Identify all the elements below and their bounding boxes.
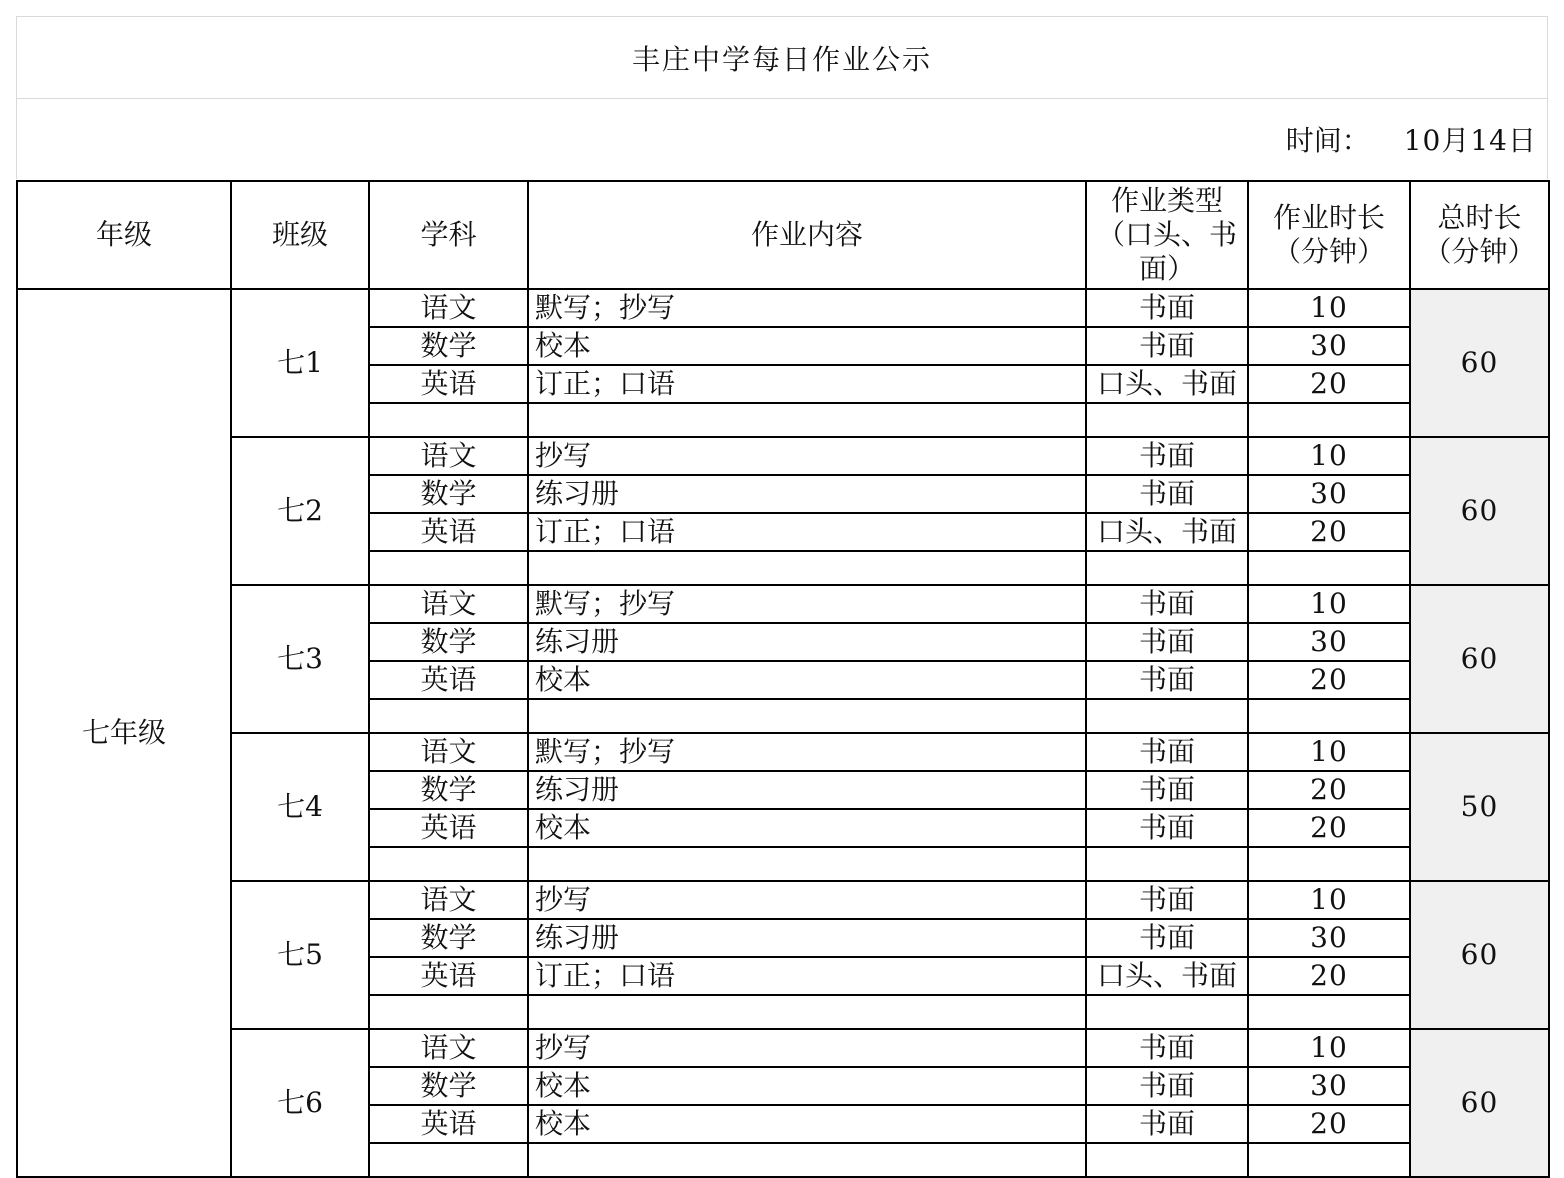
duration-cell: 10 [1248, 437, 1410, 475]
duration-cell: 10 [1248, 585, 1410, 623]
content-cell [528, 995, 1086, 1029]
type-cell: 口头、书面 [1086, 513, 1248, 551]
duration-cell [1248, 995, 1410, 1029]
date-row [16, 98, 1548, 179]
type-cell: 书面 [1086, 437, 1248, 475]
content-cell: 练习册 [528, 475, 1086, 513]
table-body [17, 289, 1549, 1177]
total-cell: 60 [1410, 289, 1549, 437]
duration-cell [1248, 551, 1410, 585]
type-cell: 书面 [1086, 1067, 1248, 1105]
duration-cell [1248, 699, 1410, 733]
subject-cell: 英语 [369, 661, 528, 699]
content-cell: 抄写 [528, 437, 1086, 475]
subject-cell: 英语 [369, 513, 528, 551]
class-cell: 七6 [231, 1029, 369, 1177]
total-cell: 50 [1410, 733, 1549, 881]
table-row [17, 733, 1549, 771]
type-cell: 书面 [1086, 475, 1248, 513]
duration-cell: 20 [1248, 1105, 1410, 1143]
duration-cell: 20 [1248, 771, 1410, 809]
duration-cell: 20 [1248, 661, 1410, 699]
duration-cell: 20 [1248, 365, 1410, 403]
sheet-title: 丰庄中学每日作业公示 [16, 16, 1548, 99]
duration-cell: 10 [1248, 289, 1410, 327]
grade-cell: 七年级 [17, 289, 231, 1177]
class-cell: 七3 [231, 585, 369, 733]
type-cell [1086, 699, 1248, 733]
type-cell [1086, 403, 1248, 437]
type-cell [1086, 1143, 1248, 1177]
header-grade: 年级 [17, 181, 231, 289]
type-cell: 书面 [1086, 733, 1248, 771]
subject-cell: 数学 [369, 327, 528, 365]
duration-cell: 20 [1248, 957, 1410, 995]
duration-cell: 30 [1248, 623, 1410, 661]
content-cell [528, 403, 1086, 437]
duration-cell [1248, 403, 1410, 437]
type-cell: 书面 [1086, 809, 1248, 847]
subject-cell: 英语 [369, 957, 528, 995]
type-cell: 书面 [1086, 327, 1248, 365]
type-cell: 书面 [1086, 1105, 1248, 1143]
total-cell: 60 [1410, 437, 1549, 585]
duration-cell: 10 [1248, 1029, 1410, 1067]
content-cell: 校本 [528, 1067, 1086, 1105]
subject-cell: 数学 [369, 475, 528, 513]
duration-cell: 30 [1248, 919, 1410, 957]
subject-cell: 语文 [369, 881, 528, 919]
subject-cell: 数学 [369, 623, 528, 661]
content-cell [528, 847, 1086, 881]
header-type: 作业类型（口头、书面） [1086, 181, 1248, 289]
type-cell: 书面 [1086, 771, 1248, 809]
content-cell [528, 1143, 1086, 1177]
subject-cell: 数学 [369, 919, 528, 957]
content-cell: 练习册 [528, 623, 1086, 661]
header-duration: 作业时长（分钟） [1248, 181, 1410, 289]
duration-cell: 10 [1248, 733, 1410, 771]
class-cell: 七1 [231, 289, 369, 437]
content-cell: 练习册 [528, 771, 1086, 809]
content-cell: 默写；抄写 [528, 733, 1086, 771]
content-cell: 默写；抄写 [528, 289, 1086, 327]
content-cell: 订正；口语 [528, 957, 1086, 995]
duration-cell [1248, 1143, 1410, 1177]
subject-cell: 英语 [369, 1105, 528, 1143]
subject-cell: 英语 [369, 365, 528, 403]
duration-cell: 20 [1248, 809, 1410, 847]
class-cell: 七2 [231, 437, 369, 585]
homework-table [16, 180, 1550, 1178]
subject-cell [369, 995, 528, 1029]
content-cell: 抄写 [528, 1029, 1086, 1067]
type-cell: 书面 [1086, 623, 1248, 661]
subject-cell: 数学 [369, 1067, 528, 1105]
content-cell: 校本 [528, 327, 1086, 365]
content-cell: 抄写 [528, 881, 1086, 919]
subject-cell: 语文 [369, 585, 528, 623]
subject-cell [369, 551, 528, 585]
total-cell: 60 [1410, 585, 1549, 733]
table-row [17, 289, 1549, 327]
type-cell [1086, 847, 1248, 881]
duration-cell: 30 [1248, 1067, 1410, 1105]
duration-cell: 30 [1248, 327, 1410, 365]
subject-cell [369, 1143, 528, 1177]
type-cell: 书面 [1086, 881, 1248, 919]
homework-sheet [16, 16, 1548, 1154]
header-class: 班级 [231, 181, 369, 289]
duration-cell: 20 [1248, 513, 1410, 551]
duration-cell: 10 [1248, 881, 1410, 919]
table-row [17, 437, 1549, 475]
type-cell: 书面 [1086, 289, 1248, 327]
date-value: 10月14日 [1403, 123, 1537, 157]
type-cell: 书面 [1086, 585, 1248, 623]
header-row [17, 181, 1549, 289]
type-cell: 书面 [1086, 661, 1248, 699]
subject-cell [369, 847, 528, 881]
table-row [17, 1029, 1549, 1067]
content-cell [528, 699, 1086, 733]
type-cell: 书面 [1086, 919, 1248, 957]
content-cell: 订正；口语 [528, 513, 1086, 551]
subject-cell: 语文 [369, 1029, 528, 1067]
subject-cell: 英语 [369, 809, 528, 847]
content-cell [528, 551, 1086, 585]
duration-cell [1248, 847, 1410, 881]
total-cell: 60 [1410, 1029, 1549, 1177]
content-cell: 练习册 [528, 919, 1086, 957]
type-cell: 口头、书面 [1086, 365, 1248, 403]
class-cell: 七5 [231, 881, 369, 1029]
class-cell: 七4 [231, 733, 369, 881]
content-cell: 校本 [528, 809, 1086, 847]
content-cell: 校本 [528, 1105, 1086, 1143]
header-subject: 学科 [369, 181, 528, 289]
subject-cell: 语文 [369, 733, 528, 771]
table-row [17, 585, 1549, 623]
date-label: 时间： [1285, 123, 1370, 157]
total-cell: 60 [1410, 881, 1549, 1029]
type-cell [1086, 551, 1248, 585]
content-cell: 校本 [528, 661, 1086, 699]
header-content: 作业内容 [528, 181, 1086, 289]
type-cell: 书面 [1086, 1029, 1248, 1067]
duration-cell: 30 [1248, 475, 1410, 513]
subject-cell: 语文 [369, 437, 528, 475]
header-total: 总时长（分钟） [1410, 181, 1549, 289]
subject-cell: 数学 [369, 771, 528, 809]
subject-cell [369, 403, 528, 437]
content-cell: 默写；抄写 [528, 585, 1086, 623]
table-row [17, 881, 1549, 919]
subject-cell [369, 699, 528, 733]
type-cell: 口头、书面 [1086, 957, 1248, 995]
subject-cell: 语文 [369, 289, 528, 327]
content-cell: 订正；口语 [528, 365, 1086, 403]
type-cell [1086, 995, 1248, 1029]
